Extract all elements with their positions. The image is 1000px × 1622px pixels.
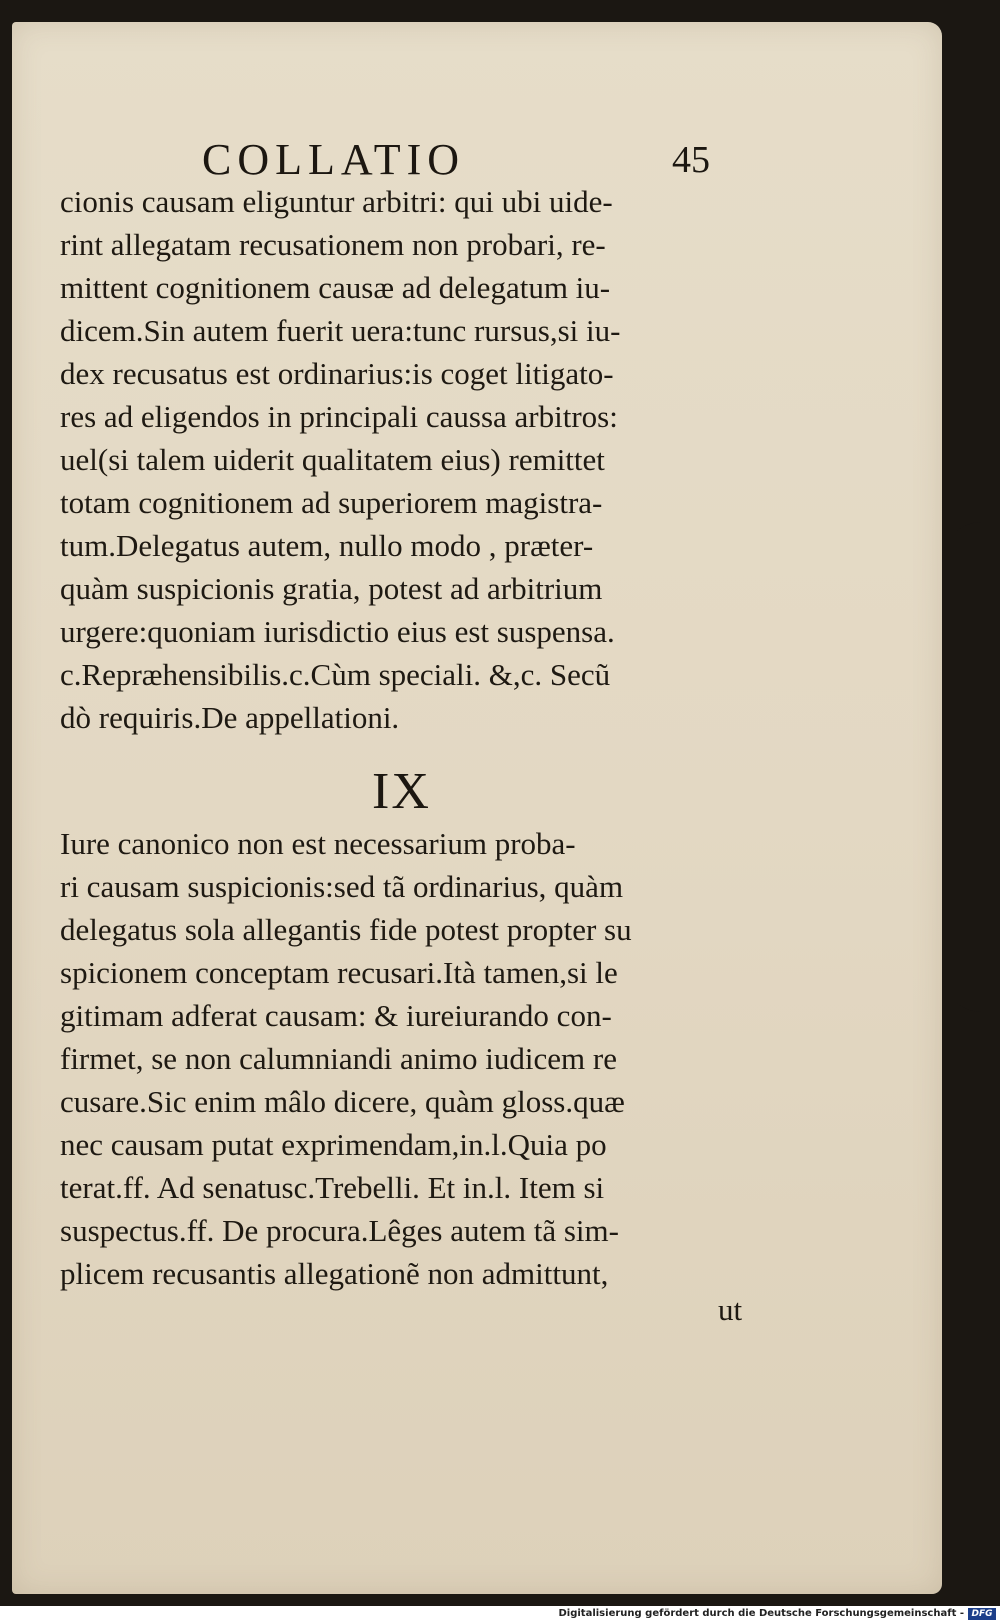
- text-line: suspectus.ff. De procura.Lêges autem tã sim-: [60, 1213, 619, 1248]
- text-line: plicem recusantis allegationẽ non admittunt,: [60, 1256, 609, 1291]
- text-line: gitimam adferat causam: & iureiurando con-: [60, 998, 612, 1033]
- running-head: COLLATIO: [202, 135, 466, 184]
- text-line: res ad eligendos in principali caussa arbitros:: [60, 399, 618, 434]
- text-line: dex recusatus est ordinarius:is coget litigato-: [60, 356, 614, 391]
- page-number: 45: [672, 139, 710, 181]
- text-line: c.Repræhensibilis.c.Cùm speciali. &,c. Secũ: [60, 657, 611, 692]
- text-line: tum.Delegatus autem, nullo modo , præter-: [60, 528, 594, 563]
- footer-credit: Digitalisierung gefördert durch die Deutsche Forschungsgemeinschaft -: [558, 1608, 964, 1619]
- text-line: delegatus sola allegantis fide potest propter su: [60, 912, 632, 947]
- text-line: ri causam suspicionis:sed tã ordinarius, quàm: [60, 869, 624, 904]
- digitization-footer: [0, 1606, 1000, 1622]
- text-block-1: [60, 180, 780, 739]
- text-line: mittent cognitionem causæ ad delegatum iu-: [60, 270, 611, 305]
- torn-page-edge: [942, 522, 982, 1012]
- book-page: [12, 22, 942, 1594]
- text-line: dicem.Sin autem fuerit uera:tunc rursus,si iu-: [60, 313, 621, 348]
- text-line: dò requiris.De appellationi.: [60, 700, 400, 735]
- text-line: cusare.Sic enim mâlo dicere, quàm gloss.quæ: [60, 1084, 625, 1119]
- dfg-logo: DFG: [968, 1608, 996, 1620]
- text-line: rint allegatam recusationem non probari, re-: [60, 227, 606, 262]
- text-line: urgere:quoniam iurisdictio eius est suspensa.: [60, 614, 615, 649]
- text-line: terat.ff. Ad senatusc.Trebelli. Et in.l. Item si: [60, 1170, 605, 1205]
- text-line: uel(si talem uiderit qualitatem eius) remittet: [60, 442, 605, 477]
- text-line: nec causam putat exprimendam,in.l.Quia po: [60, 1127, 607, 1162]
- page-header: [12, 134, 942, 184]
- text-line: totam cognitionem ad superiorem magistra-: [60, 485, 603, 520]
- section-numeral: IX: [372, 763, 431, 820]
- catchword: ut: [718, 1292, 743, 1327]
- text-line: Iure canonico non est necessarium proba-: [60, 826, 576, 861]
- text-line: firmet, se non calumniandi animo iudicem re: [60, 1041, 617, 1076]
- text-line: quàm suspicionis gratia, potest ad arbitrium: [60, 571, 603, 606]
- text-block-2: [60, 822, 780, 1295]
- text-line: spicionem conceptam recusari.Ità tamen,si le: [60, 955, 618, 990]
- text-line: cionis causam eliguntur arbitri: qui ubi uide-: [60, 184, 613, 219]
